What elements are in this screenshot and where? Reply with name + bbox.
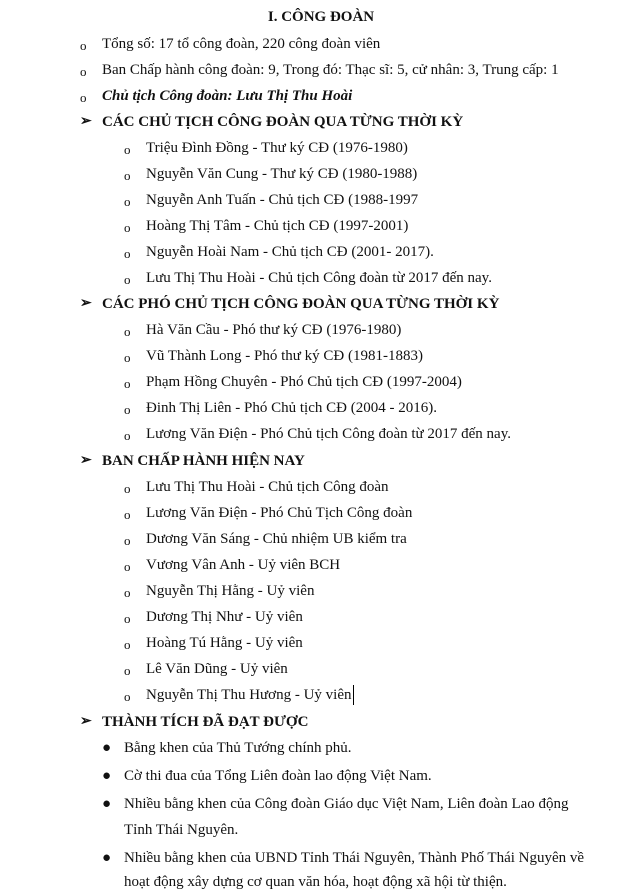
- circle-bullet-icon: o: [124, 376, 131, 391]
- list-item-continuation: Tỉnh Thái Nguyên.: [124, 822, 239, 838]
- circle-bullet-icon: o: [124, 637, 131, 652]
- circle-bullet-icon: o: [124, 142, 131, 157]
- circle-bullet-icon: o: [124, 350, 131, 365]
- list-item: Hoàng Thị Tâm - Chủ tịch CĐ (1997-2001): [146, 218, 409, 234]
- circle-bullet-icon: o: [124, 585, 131, 600]
- circle-bullet-icon: o: [124, 481, 131, 496]
- list-item: Lưu Thị Thu Hoài - Chủ tịch Công đoàn từ 2017 đến nay.: [146, 270, 492, 286]
- list-item: Vương Vân Anh - Uỷ viên BCH: [146, 557, 341, 573]
- list-item: Hà Văn Cầu - Phó thư ký CĐ (1976-1980): [146, 322, 402, 338]
- circle-bullet-icon: o: [124, 220, 131, 235]
- list-item: Dương Văn Sáng - Chủ nhiệm UB kiểm tra: [146, 531, 407, 547]
- dot-bullet-icon: ●: [102, 796, 112, 812]
- circle-bullet-icon: o: [124, 611, 131, 626]
- list-item: Lưu Thị Thu Hoài - Chủ tịch Công đoàn: [146, 479, 389, 495]
- list-item: Nhiều bằng khen của Công đoàn Giáo dục Việt Nam, Liên đoàn Lao động: [124, 796, 569, 812]
- section-title-committee: BAN CHẤP HÀNH HIỆN NAY: [102, 453, 305, 469]
- intro-committee: Ban Chấp hành công đoàn: 9, Trong đó: Thạc sĩ: 5, cử nhân: 3, Trung cấp: 1: [102, 62, 559, 78]
- section-title-vice-chairs: CÁC PHÓ CHỦ TỊCH CÔNG ĐOÀN QUA TỪNG THỜI KỲ: [102, 296, 500, 312]
- list-item-continuation: hoạt động xây dựng cơ quan văn hóa, hoạt động xã hội từ thiện.: [124, 874, 507, 890]
- dot-bullet-icon: ●: [102, 850, 112, 866]
- circle-bullet-icon: o: [124, 194, 131, 209]
- list-item[interactable]: Nguyễn Thị Thu Hương - Uỷ viên: [146, 687, 352, 703]
- circle-bullet-icon: o: [124, 168, 131, 183]
- arrow-bullet-icon: ➢: [80, 296, 92, 311]
- circle-bullet-icon: o: [124, 533, 131, 548]
- section-title-chairs: CÁC CHỦ TỊCH CÔNG ĐOÀN QUA TỪNG THỜI KỲ: [102, 114, 464, 130]
- list-item: Lê Văn Dũng - Uỷ viên: [146, 661, 288, 677]
- circle-bullet-icon: o: [124, 507, 131, 522]
- circle-bullet-icon: o: [124, 689, 131, 704]
- circle-bullet-icon: o: [124, 663, 131, 678]
- list-item: Lương Văn Điện - Phó Chủ Tịch Công đoàn: [146, 505, 413, 521]
- intro-total: Tổng số: 17 tổ công đoàn, 220 công đoàn viên: [102, 36, 381, 52]
- dot-bullet-icon: ●: [102, 768, 112, 784]
- list-item: Nguyễn Văn Cung - Thư ký CĐ (1980-1988): [146, 166, 418, 182]
- arrow-bullet-icon: ➢: [80, 114, 92, 129]
- document-heading: I. CÔNG ĐOÀN: [267, 9, 375, 25]
- list-item: Đinh Thị Liên - Phó Chủ tịch CĐ (2004 - 2016).: [146, 400, 437, 416]
- circle-bullet-icon: o: [124, 324, 131, 339]
- list-item: Bằng khen của Thủ Tướng chính phủ.: [124, 740, 352, 756]
- circle-bullet-icon: o: [80, 38, 87, 53]
- list-item: Dương Thị Như - Uỷ viên: [146, 609, 303, 625]
- list-item: Hoàng Tú Hằng - Uỷ viên: [146, 635, 303, 651]
- circle-bullet-icon: o: [124, 402, 131, 417]
- circle-bullet-icon: o: [124, 246, 131, 261]
- list-item: Vũ Thành Long - Phó thư ký CĐ (1981-1883): [146, 348, 424, 364]
- list-item: Nguyễn Hoài Nam - Chủ tịch CĐ (2001- 2017).: [146, 244, 434, 260]
- circle-bullet-icon: o: [124, 272, 131, 287]
- list-item: Nguyễn Thị Hằng - Uỷ viên: [146, 583, 315, 599]
- list-item: Lương Văn Điện - Phó Chủ tịch Công đoàn từ 2017 đến nay.: [146, 426, 511, 442]
- circle-bullet-icon: o: [124, 428, 131, 443]
- list-item: Nguyễn Anh Tuấn - Chủ tịch CĐ (1988-1997: [146, 192, 419, 208]
- intro-chairperson: Chủ tịch Công đoàn: Lưu Thị Thu Hoài: [102, 88, 353, 104]
- arrow-bullet-icon: ➢: [80, 453, 92, 468]
- list-item: Phạm Hồng Chuyên - Phó Chủ tịch CĐ (1997-2004): [146, 374, 462, 390]
- list-item: Triệu Đình Đồng - Thư ký CĐ (1976-1980): [146, 140, 408, 156]
- list-item: Nhiều bằng khen của UBND Tỉnh Thái Nguyên, Thành Phố Thái Nguyên về: [124, 850, 585, 866]
- arrow-bullet-icon: ➢: [80, 714, 92, 729]
- circle-bullet-icon: o: [80, 90, 87, 105]
- circle-bullet-icon: o: [80, 64, 87, 79]
- list-item: Cờ thi đua của Tổng Liên đoàn lao động Việt Nam.: [124, 768, 432, 784]
- dot-bullet-icon: ●: [102, 740, 112, 756]
- section-title-achievements: THÀNH TÍCH ĐÃ ĐẠT ĐƯỢC: [102, 714, 309, 730]
- circle-bullet-icon: o: [124, 559, 131, 574]
